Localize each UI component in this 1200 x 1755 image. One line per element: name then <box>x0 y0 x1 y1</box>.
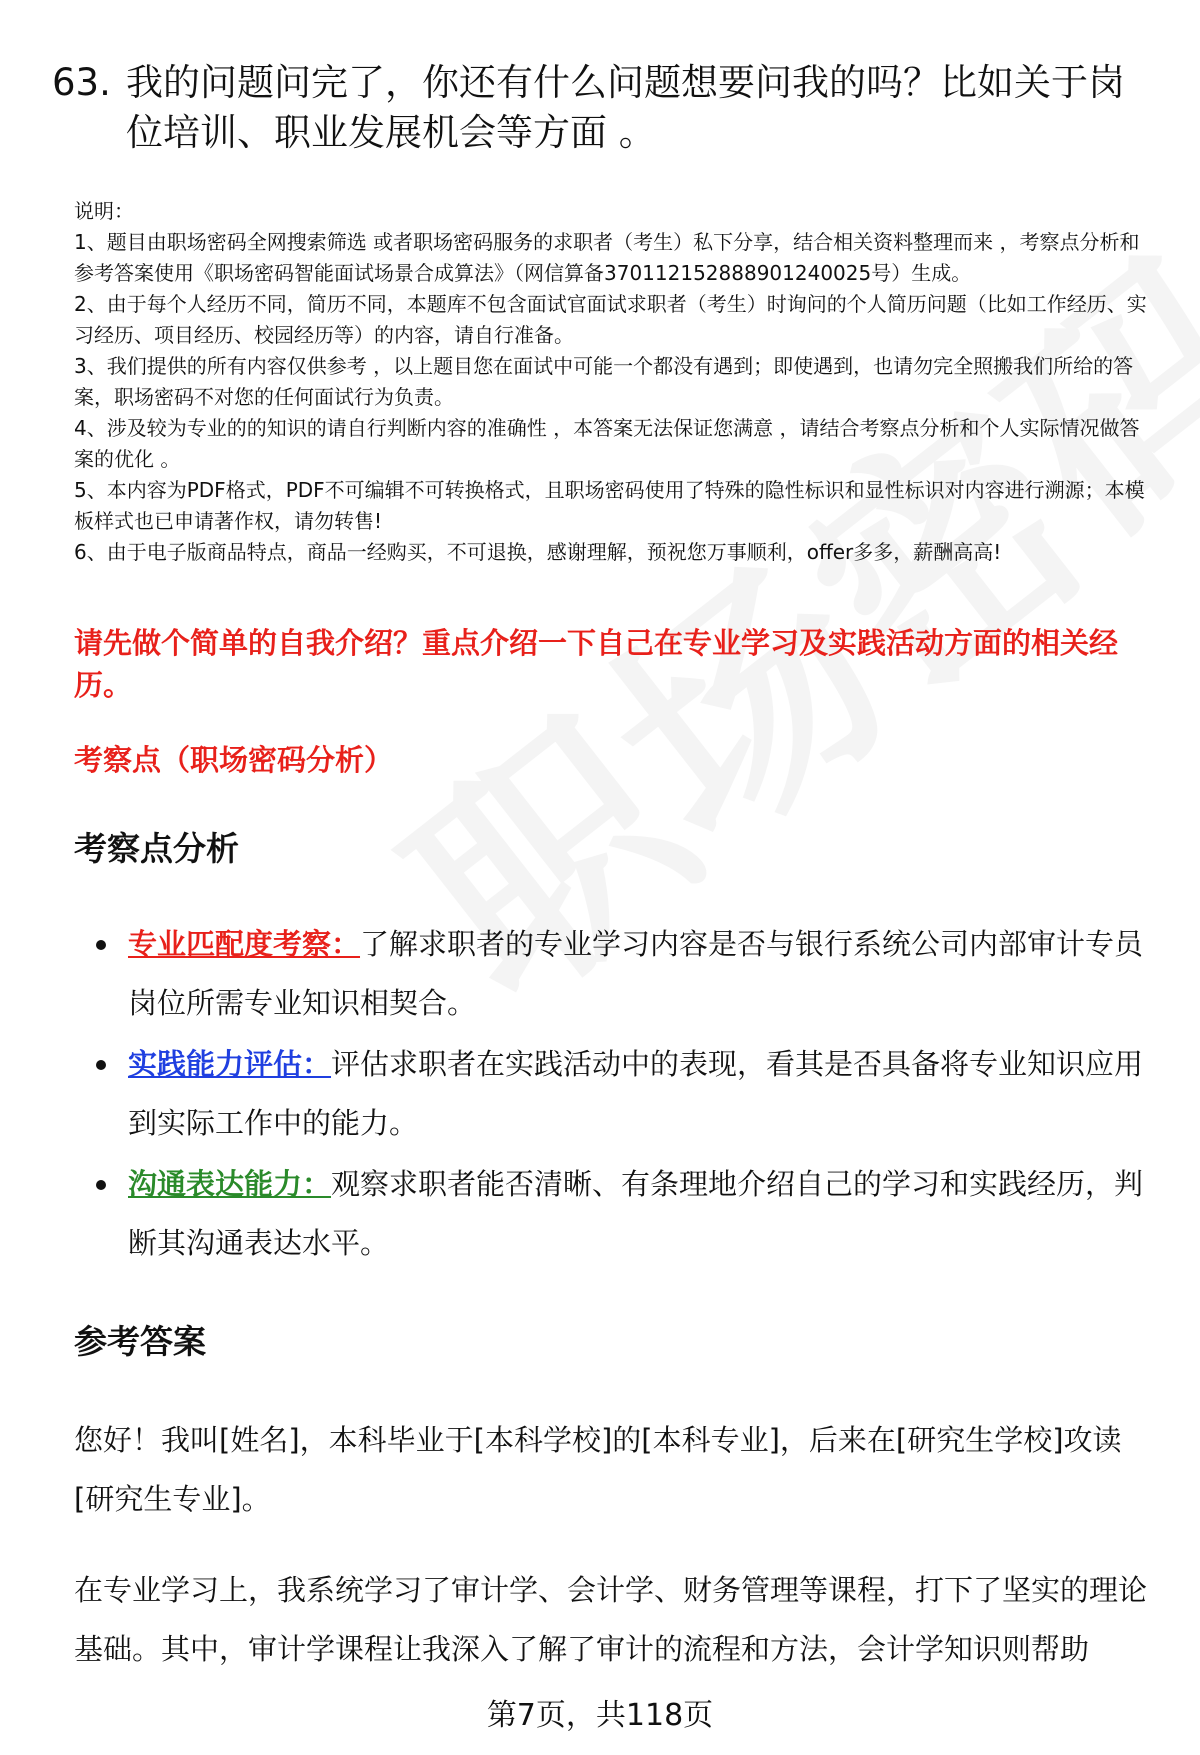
bullet-label: 沟通表达能力： <box>128 1167 332 1201</box>
bullet-text: 了解求职者的专业学习内容是否与银行系统公司内部审计专员岗位所需专业知识相契合。 <box>128 927 1144 1020</box>
bullet-label: 实践能力评估： <box>128 1047 332 1081</box>
bullet-text: 评估求职者在实践活动中的表现，看其是否具备将专业知识应用到实际工作中的能力。 <box>128 1047 1144 1140</box>
answer-heading: 参考答案 <box>74 1322 206 1361</box>
question-title <box>52 58 1152 158</box>
interview-question: 请先做个简单的自我介绍？重点介绍一下自己在专业学习及实践活动方面的相关经历。 <box>74 626 1119 702</box>
note-item: 2、由于每个人经历不同，简历不同，本题库不包含面试官面试求职者（考生）时询问的个人简历问题（比如工作经历、实习经历、项目经历、校园经历等）的内容，请自行准备。 <box>74 292 1147 347</box>
bullet-icon <box>96 1060 106 1070</box>
list-item <box>96 1155 1156 1273</box>
notes-block <box>74 196 1159 568</box>
note-item: 1、题目由职场密码全网搜索筛选 或者职场密码服务的求职者（考生）私下分享，结合相关资料整理而来 ，考察点分析和参考答案使用《职场密码智能面试场景合成算法》（网信算备370112152888901240025号）生成。 <box>74 230 1140 285</box>
list-item <box>96 1035 1156 1153</box>
note-item: 3、我们提供的所有内容仅供参考 ，以上题目您在面试中可能一个都没有遇到；即使遇到，也请勿完全照搬我们所给的答案，职场密码不对您的任何面试行为负责。 <box>74 354 1134 409</box>
bullet-text: 观察求职者能否清晰、有条理地介绍自己的学习和实践经历，判断其沟通表达水平。 <box>128 1167 1144 1260</box>
analysis-subtitle: 考察点（职场密码分析） <box>74 743 394 777</box>
note-item: 5、本内容为PDF格式，PDF不可编辑不可转换格式，且职场密码使用了特殊的隐性标识和显性标识对内容进行溯源；本模板样式也已申请著作权，请勿转售! <box>74 478 1145 533</box>
question-text: 我的问题问完了，你还有什么问题想要问我的吗？比如关于岗位培训、职业发展机会等方面 。 <box>126 61 1125 154</box>
answer-paragraph: 在专业学习上，我系统学习了审计学、会计学、财务管理等课程，打下了坚实的理论基础。其中，审计学课程让我深入了解了审计的流程和方法，会计学知识则帮助 <box>74 1573 1148 1666</box>
bullet-icon <box>96 1180 106 1190</box>
answer-paragraph: 您好！我叫[姓名]，本科毕业于[本科学校]的[本科专业]，后来在[研究生学校]攻读[研究生专业]。 <box>74 1423 1122 1516</box>
note-item: 6、由于电子版商品特点，商品一经购买，不可退换，感谢理解，预祝您万事顺利，offer多多，薪酬高高! <box>74 540 1002 564</box>
bullet-label: 专业匹配度考察： <box>128 927 361 961</box>
bullet-icon <box>96 940 106 950</box>
note-item: 4、涉及较为专业的的知识的请自行判断内容的准确性 ，本答案无法保证您满意 ，请结合考察点分析和个人实际情况做答案的优化 。 <box>74 416 1140 471</box>
page-footer: 第7页，共118页 <box>486 1698 714 1733</box>
question-number: 63. <box>52 61 111 104</box>
list-item <box>96 915 1156 1033</box>
analysis-heading: 考察点分析 <box>74 829 239 868</box>
notes-heading: 说明： <box>74 199 134 223</box>
analysis-list <box>96 915 1156 1275</box>
